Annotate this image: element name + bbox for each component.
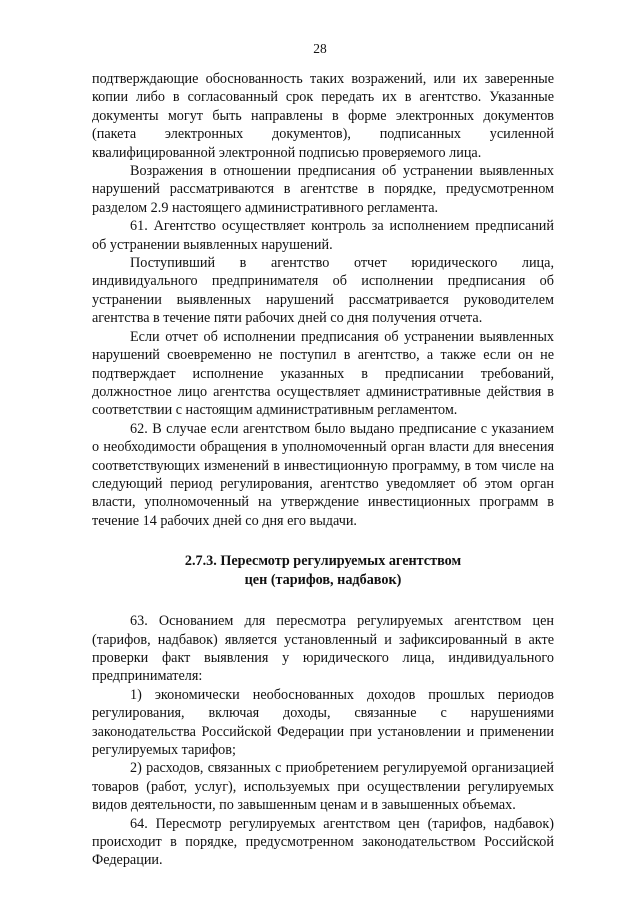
section-before-heading (92, 70, 554, 530)
paragraph: 61. Агентство осуществляет контроль за исполнением предписаний об устранении выявленных нарушений. (92, 218, 554, 253)
paragraph: 63. Основанием для пересмотра регулируемых агентством цен (тарифов, надбавок) является установленный и зафиксированный в акте проверки факт выявления у юридического лица, индивидуального предпринимателя: (92, 613, 554, 685)
section-heading-line-1: 2.7.3. Пересмотр регулируемых агентством (184, 553, 462, 570)
paragraph: 1) экономически необоснованных доходов прошлых периодов регулирования, включая доходы, связанные с нарушениями законодательства Российской Федерации при установлении и применении регулируемых тарифов; (92, 686, 554, 758)
section-after-heading (92, 612, 554, 870)
paragraph: Возражения в отношении предписания об устранении выявленных нарушений рассматриваются в агентстве в порядке, предусмотренном разделом 2.9 настоящего административного регламента. (92, 163, 554, 216)
section-heading-line-2: цен (тарифов, надбавок) (244, 572, 402, 589)
paragraph: подтверждающие обоснованность таких возражений, или их заверенные копии либо в согласованный срок передать их в агентство. Указанные документы могут быть направлены в форме электронных документов (пакета электронных документов), подписанных усиленной квалифицированной электронной подписью проверяемого лица. (92, 71, 554, 161)
section-heading (92, 552, 554, 590)
page-number: 28 (313, 41, 327, 56)
paragraph: 62. В случае если агентством было выдано предписание с указанием о необходимости обращения в уполномоченный орган власти для внесения соответствующих изменений в инвестиционную программу, в том числе на следующий период регулирования, агентство уведомляет об этом орган власти, уполномоченный на утверждение инвестиционных программ в течение 14 рабочих дней со дня его выдачи. (92, 420, 554, 529)
paragraph: Поступивший в агентство отчет юридического лица, индивидуального предпринимателя об исполнении предписания об устранении выявленных нарушений рассматривается руководителем агентства в течение пяти рабочих дней со дня получения отчета. (92, 255, 554, 327)
paragraph: Если отчет об исполнении предписания об устранении выявленных нарушений своевременно не поступил в агентство, а также если он не подтверждает исполнение указанных в предписании требований, должностное лицо агентства осуществляет административные действия в соответствии с настоящим административным регламентом. (92, 328, 554, 419)
paragraph: 2) расходов, связанных с приобретением регулируемой организацией товаров (работ, услуг), используемых при осуществлении регулируемых видов деятельности, по завышенным ценам и в завышенных объемах. (92, 760, 554, 814)
document-body (92, 70, 554, 870)
paragraph: 64. Пересмотр регулируемых агентством цен (тарифов, надбавок) происходит в порядке, предусмотренном законодательством Российской Федерации. (92, 815, 554, 869)
